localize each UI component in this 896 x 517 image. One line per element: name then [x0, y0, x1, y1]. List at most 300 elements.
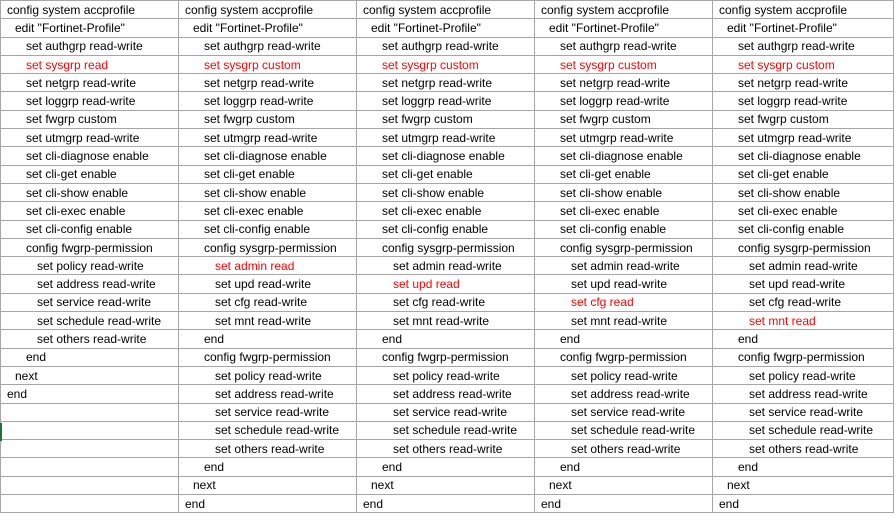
sheet-cell[interactable]: [179, 293, 357, 311]
config-line: end: [541, 496, 562, 511]
sheet-cell[interactable]: [713, 220, 894, 238]
config-line: set authgrp read-write: [738, 39, 855, 54]
config-line: set cli-get enable: [26, 167, 117, 182]
sheet-cell[interactable]: [179, 19, 357, 37]
sheet-cell[interactable]: [179, 238, 357, 256]
sheet-cell[interactable]: [357, 495, 535, 513]
sheet-cell[interactable]: [1, 348, 179, 366]
sheet-cell[interactable]: [357, 202, 535, 220]
sheet-cell[interactable]: [713, 366, 894, 384]
config-line: set loggrp read-write: [738, 94, 848, 109]
sheet-cell[interactable]: [713, 257, 894, 275]
config-line: set cli-exec enable: [738, 203, 838, 218]
config-line: next: [727, 478, 750, 493]
config-line: set utmgrp read-write: [382, 130, 496, 145]
sheet-cell[interactable]: [179, 275, 357, 293]
sheet-cell[interactable]: [1, 19, 179, 37]
config-line: next: [193, 478, 216, 493]
sheet-cell[interactable]: [179, 55, 357, 73]
config-line: set others read-write: [393, 441, 503, 456]
sheet-cell[interactable]: [713, 37, 894, 55]
sheet-cell[interactable]: [179, 183, 357, 201]
config-line: edit "Fortinet-Profile": [549, 20, 659, 35]
config-line: set cli-config enable: [26, 222, 133, 237]
sheet-cell[interactable]: [713, 129, 894, 147]
sheet-cell[interactable]: [713, 74, 894, 92]
config-line: set cli-diagnose enable: [26, 149, 149, 164]
sheet-cell[interactable]: [535, 366, 713, 384]
config-line: set cli-get enable: [560, 167, 651, 182]
config-line: set policy read-write: [393, 368, 500, 383]
config-line: config sysgrp-permission: [382, 240, 515, 255]
config-line: end: [382, 331, 403, 346]
sheet-cell[interactable]: [713, 55, 894, 73]
sheet-cell[interactable]: [179, 220, 357, 238]
sheet-cell[interactable]: [179, 385, 357, 403]
config-line: next: [15, 368, 38, 383]
config-line: end: [185, 496, 206, 511]
config-line: set cli-config enable: [204, 222, 311, 237]
sheet-cell[interactable]: [179, 37, 357, 55]
sheet-row: [1, 92, 894, 110]
sheet-row: [1, 37, 894, 55]
config-line: set service read-write: [571, 405, 686, 420]
sheet-cell[interactable]: [1, 220, 179, 238]
sheet-cell[interactable]: [1, 440, 179, 458]
sheet-cell[interactable]: [713, 92, 894, 110]
sheet-cell[interactable]: [357, 275, 535, 293]
sheet-cell[interactable]: [713, 312, 894, 330]
sheet-row: [1, 403, 894, 421]
sheet-cell[interactable]: [535, 312, 713, 330]
config-line: end: [363, 496, 384, 511]
config-line: set upd read-write: [749, 277, 846, 292]
sheet-row: [1, 74, 894, 92]
config-line: set policy read-write: [37, 258, 144, 273]
config-line: config sysgrp-permission: [560, 240, 693, 255]
sheet-cell[interactable]: [179, 257, 357, 275]
sheet-cell[interactable]: [535, 92, 713, 110]
config-line: set policy read-write: [215, 368, 322, 383]
sheet-row: [1, 110, 894, 128]
sheet-cell[interactable]: [713, 183, 894, 201]
config-line: set fwgrp custom: [204, 112, 295, 127]
sheet-cell[interactable]: [357, 19, 535, 37]
sheet-cell[interactable]: [535, 55, 713, 73]
sheet-row: [1, 366, 894, 384]
config-line: set upd read-write: [215, 277, 312, 292]
sheet-cell[interactable]: [357, 421, 535, 439]
config-line: set cli-diagnose enable: [204, 149, 327, 164]
config-line: set cli-exec enable: [26, 203, 126, 218]
sheet-cell[interactable]: [713, 165, 894, 183]
config-line: config system accprofile: [541, 2, 670, 17]
sheet-cell[interactable]: [179, 147, 357, 165]
config-line: set netgrp read-write: [204, 75, 315, 90]
sheet-cell[interactable]: [535, 19, 713, 37]
config-line: set fwgrp custom: [738, 112, 829, 127]
config-line: set address read-write: [215, 386, 334, 401]
config-line: end: [204, 460, 225, 475]
sheet-cell[interactable]: [357, 330, 535, 348]
sheet-row: [1, 1, 894, 19]
sheet-cell[interactable]: [1, 257, 179, 275]
config-line: set cli-exec enable: [204, 203, 304, 218]
config-line: set cli-show enable: [738, 185, 841, 200]
sheet-cell[interactable]: [713, 421, 894, 439]
sheet-cell[interactable]: [535, 37, 713, 55]
sheet-cell[interactable]: [1, 403, 179, 421]
sheet-cell[interactable]: [713, 495, 894, 513]
config-line: set cli-show enable: [26, 185, 129, 200]
config-line: set admin read-write: [571, 258, 680, 273]
sheet-cell[interactable]: [713, 1, 894, 19]
highlighted-config-line: set sysgrp custom: [382, 57, 479, 72]
sheet-cell[interactable]: [179, 312, 357, 330]
sheet-row: [1, 330, 894, 348]
sheet-cell[interactable]: [713, 440, 894, 458]
sheet-cell[interactable]: [535, 238, 713, 256]
sheet-cell[interactable]: [357, 55, 535, 73]
sheet-cell[interactable]: [535, 220, 713, 238]
config-line: set fwgrp custom: [26, 112, 117, 127]
config-line: end: [560, 460, 581, 475]
sheet-cell[interactable]: [357, 293, 535, 311]
sheet-cell[interactable]: [535, 165, 713, 183]
sheet-cell[interactable]: [357, 1, 535, 19]
config-line: set cli-show enable: [382, 185, 485, 200]
sheet-cell[interactable]: [179, 440, 357, 458]
sheet-cell[interactable]: [535, 476, 713, 494]
sheet-cell[interactable]: [357, 403, 535, 421]
sheet-cell[interactable]: [535, 110, 713, 128]
sheet-row: [1, 147, 894, 165]
sheet-row: [1, 257, 894, 275]
sheet-cell[interactable]: [1, 1, 179, 19]
config-line: set cli-get enable: [204, 167, 295, 182]
highlighted-config-line: set sysgrp read: [26, 57, 109, 72]
config-line: config fwgrp-permission: [26, 240, 153, 255]
config-line: set utmgrp read-write: [26, 130, 140, 145]
sheet-row: [1, 55, 894, 73]
config-line: set loggrp read-write: [560, 94, 670, 109]
config-line: set cfg read-write: [215, 295, 308, 310]
config-line: next: [371, 478, 394, 493]
highlighted-config-line: set mnt read: [749, 313, 816, 328]
config-line: set address read-write: [393, 386, 512, 401]
sheet-cell[interactable]: [357, 385, 535, 403]
config-line: next: [549, 478, 572, 493]
sheet-row: [1, 202, 894, 220]
sheet-cell[interactable]: [357, 220, 535, 238]
sheet-cell[interactable]: [357, 165, 535, 183]
sheet-row: [1, 129, 894, 147]
sheet-cell[interactable]: [535, 202, 713, 220]
config-line: set mnt read-write: [215, 313, 312, 328]
sheet-cell[interactable]: [357, 440, 535, 458]
config-line: end: [738, 460, 759, 475]
config-line: set schedule read-write: [571, 423, 696, 438]
sheet-cell[interactable]: [1, 385, 179, 403]
sheet-cell[interactable]: [1, 495, 179, 513]
sheet-cell[interactable]: [713, 385, 894, 403]
sheet-cell[interactable]: [1, 92, 179, 110]
config-line: end: [382, 460, 403, 475]
sheet-cell[interactable]: [179, 476, 357, 494]
config-line: end: [738, 331, 759, 346]
sheet-cell[interactable]: [535, 1, 713, 19]
config-line: set schedule read-write: [749, 423, 874, 438]
sheet-cell[interactable]: [357, 312, 535, 330]
sheet-row: [1, 476, 894, 494]
config-line: config system accprofile: [185, 2, 314, 17]
config-line: set cli-config enable: [560, 222, 667, 237]
sheet-cell[interactable]: [1, 129, 179, 147]
sheet-cell[interactable]: [535, 348, 713, 366]
highlighted-config-line: set sysgrp custom: [204, 57, 301, 72]
sheet-cell[interactable]: [713, 147, 894, 165]
config-line: set netgrp read-write: [738, 75, 849, 90]
sheet-cell[interactable]: [179, 330, 357, 348]
config-line: set schedule read-write: [393, 423, 518, 438]
row-selection-marker: [0, 423, 2, 441]
sheet-cell[interactable]: [179, 92, 357, 110]
sheet-cell[interactable]: [1, 147, 179, 165]
config-line: set mnt read-write: [393, 313, 490, 328]
config-line: set authgrp read-write: [560, 39, 677, 54]
sheet-cell[interactable]: [179, 110, 357, 128]
config-line: end: [719, 496, 740, 511]
config-line: set admin read-write: [393, 258, 502, 273]
config-line: set cli-show enable: [560, 185, 663, 200]
sheet-cell[interactable]: [535, 385, 713, 403]
sheet-cell[interactable]: [1, 421, 179, 439]
config-line: set utmgrp read-write: [204, 130, 318, 145]
sheet-cell[interactable]: [535, 183, 713, 201]
sheet-cell[interactable]: [535, 257, 713, 275]
sheet-cell[interactable]: [535, 421, 713, 439]
config-line: set cli-exec enable: [560, 203, 660, 218]
config-line: set fwgrp custom: [382, 112, 473, 127]
sheet-cell[interactable]: [1, 74, 179, 92]
sheet-cell[interactable]: [179, 1, 357, 19]
config-line: edit "Fortinet-Profile": [15, 20, 125, 35]
sheet-row: [1, 293, 894, 311]
sheet-cell[interactable]: [535, 495, 713, 513]
sheet-row: [1, 275, 894, 293]
sheet-cell[interactable]: [357, 92, 535, 110]
config-line: config system accprofile: [363, 2, 492, 17]
sheet-cell[interactable]: [357, 110, 535, 128]
sheet-cell[interactable]: [535, 440, 713, 458]
sheet-cell[interactable]: [1, 37, 179, 55]
sheet-cell[interactable]: [713, 330, 894, 348]
sheet-cell[interactable]: [1, 165, 179, 183]
config-line: set cli-show enable: [204, 185, 307, 200]
sheet-cell[interactable]: [1, 312, 179, 330]
config-line: set utmgrp read-write: [738, 130, 852, 145]
sheet-row: [1, 183, 894, 201]
sheet-cell[interactable]: [179, 129, 357, 147]
config-line: config system accprofile: [719, 2, 848, 17]
config-line: set policy read-write: [749, 368, 856, 383]
config-line: set others read-write: [749, 441, 859, 456]
sheet-cell[interactable]: [1, 458, 179, 476]
sheet-cell[interactable]: [357, 74, 535, 92]
sheet-row: [1, 165, 894, 183]
sheet-row: [1, 348, 894, 366]
sheet-cell[interactable]: [535, 275, 713, 293]
config-line: set netgrp read-write: [26, 75, 137, 90]
highlighted-config-line: set sysgrp custom: [560, 57, 657, 72]
sheet-cell[interactable]: [357, 257, 535, 275]
config-line: set service read-write: [37, 295, 152, 310]
sheet-cell[interactable]: [1, 55, 179, 73]
sheet-cell[interactable]: [179, 348, 357, 366]
config-line: end: [560, 331, 581, 346]
sheet-cell[interactable]: [713, 275, 894, 293]
sheet-cell[interactable]: [713, 458, 894, 476]
sheet-cell[interactable]: [357, 129, 535, 147]
config-line: config fwgrp-permission: [382, 350, 509, 365]
config-line: set cli-get enable: [738, 167, 829, 182]
sheet-cell[interactable]: [535, 74, 713, 92]
sheet-cell[interactable]: [357, 366, 535, 384]
config-line: set admin read-write: [749, 258, 858, 273]
config-line: config system accprofile: [7, 2, 136, 17]
sheet-cell[interactable]: [179, 165, 357, 183]
config-line: set mnt read-write: [571, 313, 668, 328]
config-line: edit "Fortinet-Profile": [371, 20, 481, 35]
sheet-cell[interactable]: [1, 330, 179, 348]
sheet-cell[interactable]: [1, 238, 179, 256]
config-line: end: [204, 331, 225, 346]
sheet-cell[interactable]: [535, 330, 713, 348]
sheet-cell[interactable]: [357, 476, 535, 494]
config-line: set service read-write: [749, 405, 864, 420]
config-line: set cfg read-write: [393, 295, 486, 310]
sheet-cell[interactable]: [179, 403, 357, 421]
highlighted-config-line: set admin read: [215, 258, 295, 273]
config-line: set address read-write: [749, 386, 868, 401]
sheet-cell[interactable]: [1, 110, 179, 128]
config-line: set fwgrp custom: [560, 112, 651, 127]
config-line: set others read-write: [571, 441, 681, 456]
config-line: set cfg read-write: [749, 295, 842, 310]
sheet-cell[interactable]: [535, 403, 713, 421]
sheet-cell[interactable]: [1, 183, 179, 201]
sheet-cell[interactable]: [535, 458, 713, 476]
sheet-row: [1, 421, 894, 439]
config-line: set schedule read-write: [215, 423, 340, 438]
config-line: set policy read-write: [571, 368, 678, 383]
config-line: set cli-diagnose enable: [560, 149, 683, 164]
sheet-cell[interactable]: [713, 238, 894, 256]
highlighted-config-line: set upd read: [393, 277, 460, 292]
sheet-cell[interactable]: [713, 348, 894, 366]
highlighted-config-line: set sysgrp custom: [738, 57, 835, 72]
sheet-cell[interactable]: [713, 19, 894, 37]
sheet-cell[interactable]: [1, 366, 179, 384]
sheet-cell[interactable]: [357, 37, 535, 55]
sheet-row: [1, 238, 894, 256]
config-line: set schedule read-write: [37, 313, 162, 328]
sheet-row: [1, 19, 894, 37]
config-line: set cli-exec enable: [382, 203, 482, 218]
sheet-cell[interactable]: [535, 293, 713, 311]
config-line: set address read-write: [37, 277, 156, 292]
config-line: end: [7, 386, 28, 401]
config-line: config sysgrp-permission: [204, 240, 337, 255]
sheet-row: [1, 440, 894, 458]
config-line: set loggrp read-write: [382, 94, 492, 109]
config-line: edit "Fortinet-Profile": [193, 20, 303, 35]
sheet-cell[interactable]: [179, 202, 357, 220]
config-line: set authgrp read-write: [26, 39, 143, 54]
sheet-row: [1, 495, 894, 513]
config-line: set cli-config enable: [382, 222, 489, 237]
sheet-row: [1, 385, 894, 403]
config-line: set others read-write: [215, 441, 325, 456]
sheet-cell[interactable]: [179, 74, 357, 92]
config-line: set cli-config enable: [738, 222, 845, 237]
sheet-cell[interactable]: [535, 147, 713, 165]
sheet-row: [1, 458, 894, 476]
sheet-cell[interactable]: [535, 129, 713, 147]
sheet-cell[interactable]: [1, 476, 179, 494]
sheet-row: [1, 220, 894, 238]
sheet-row: [1, 312, 894, 330]
sheet-cell[interactable]: [713, 293, 894, 311]
config-line: set loggrp read-write: [26, 94, 136, 109]
config-line: set netgrp read-write: [382, 75, 493, 90]
config-line: config fwgrp-permission: [560, 350, 687, 365]
config-line: end: [26, 350, 47, 365]
config-line: set authgrp read-write: [204, 39, 321, 54]
config-line: set cli-get enable: [382, 167, 473, 182]
sheet-cell[interactable]: [713, 476, 894, 494]
config-line: edit "Fortinet-Profile": [727, 20, 837, 35]
sheet-cell[interactable]: [713, 110, 894, 128]
sheet-cell[interactable]: [1, 275, 179, 293]
sheet-cell[interactable]: [179, 495, 357, 513]
sheet-cell[interactable]: [179, 458, 357, 476]
sheet-cell[interactable]: [713, 202, 894, 220]
config-line: set cli-diagnose enable: [382, 149, 505, 164]
sheet-cell[interactable]: [357, 458, 535, 476]
config-line: set netgrp read-write: [560, 75, 671, 90]
sheet-cell[interactable]: [357, 238, 535, 256]
sheet-cell[interactable]: [179, 421, 357, 439]
sheet-cell[interactable]: [713, 403, 894, 421]
config-line: set authgrp read-write: [382, 39, 499, 54]
config-line: config fwgrp-permission: [738, 350, 865, 365]
sheet-cell[interactable]: [179, 366, 357, 384]
config-line: set loggrp read-write: [204, 94, 314, 109]
config-line: set service read-write: [215, 405, 330, 420]
sheet-cell[interactable]: [1, 202, 179, 220]
config-line: set utmgrp read-write: [560, 130, 674, 145]
highlighted-config-line: set cfg read: [571, 295, 634, 310]
sheet-body: [1, 1, 894, 513]
sheet-cell[interactable]: [357, 348, 535, 366]
config-line: set address read-write: [571, 386, 690, 401]
config-line: set others read-write: [37, 331, 147, 346]
config-line: set upd read-write: [571, 277, 668, 292]
sheet-cell[interactable]: [1, 293, 179, 311]
sheet-cell[interactable]: [357, 147, 535, 165]
sheet-cell[interactable]: [357, 183, 535, 201]
